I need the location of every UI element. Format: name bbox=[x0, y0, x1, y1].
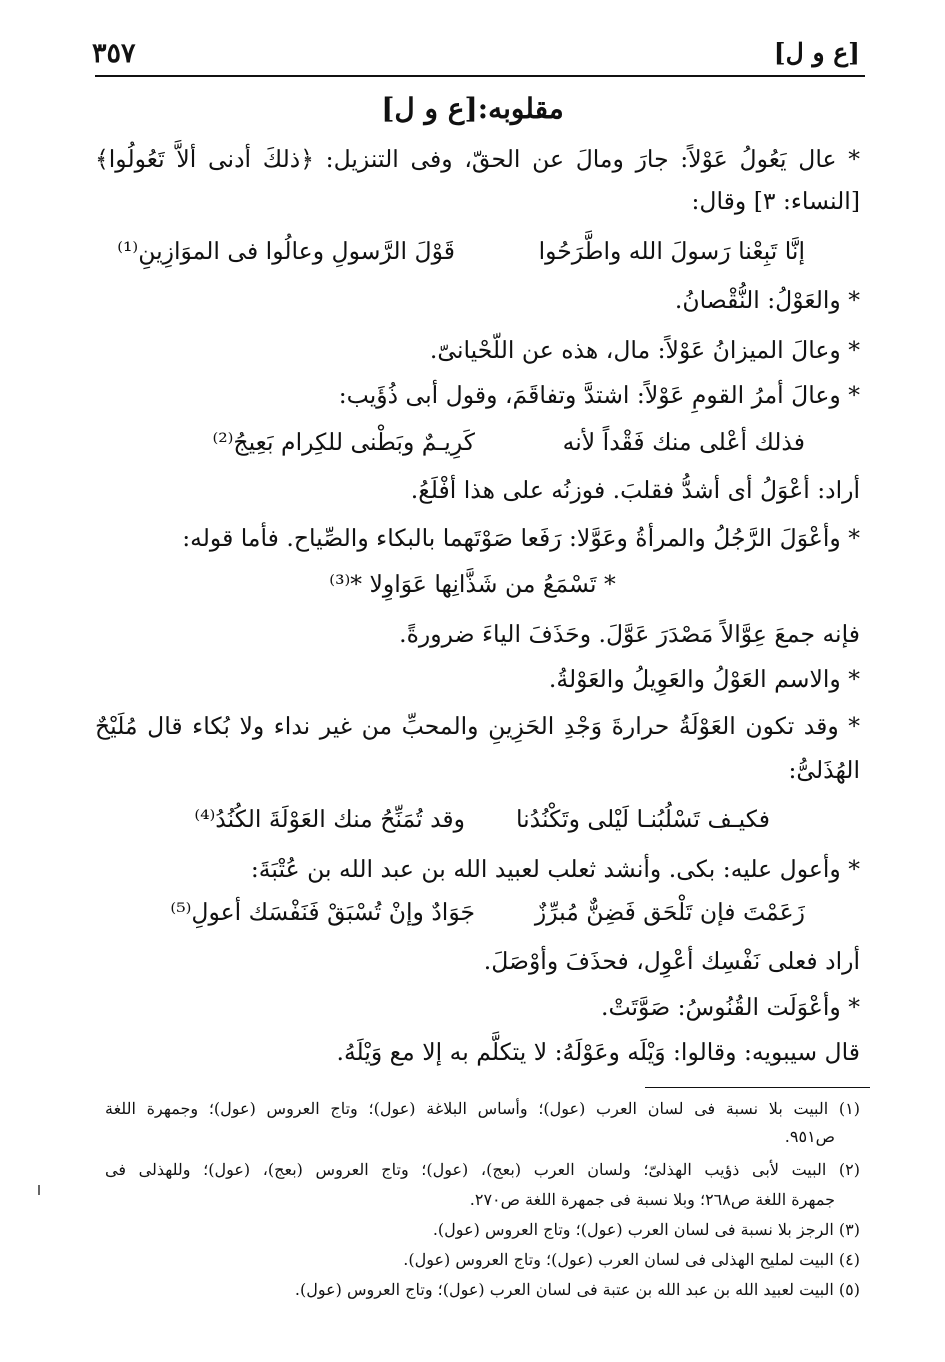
footnote-1-line-2: ص٩٥١. bbox=[784, 1127, 835, 1146]
verse-5-second-hemistich: جَوَادٌ وإنْ تُسْبَقْ فَنَفْسَك أعولِ⁽⁵⁾ bbox=[170, 898, 475, 926]
body-line-13: أراد فعلى نَفْسِك أعْوِل، فحذَفَ وأوْصَلَ. bbox=[483, 947, 860, 975]
running-head: [ع و ل] bbox=[773, 38, 860, 67]
body-line-7: * وأعْوَلَ الرَّجُلُ والمرأةُ وعَوَّلا: رَفَعا صَوْتَهما بالبكاء والصِّياح. فأما قوله: bbox=[182, 524, 860, 552]
body-line-5: * وعالَ أمرُ القومِ عَوْلاً: اشتدَّ وتفاقَمَ، وقول أبى ذُؤَيب: bbox=[338, 381, 860, 409]
body-line-11: الهُذَلىُّ: bbox=[788, 756, 860, 784]
body-line-9: * والاسم العَوْلُ والعَوِيلُ والعَوْلةُ. bbox=[548, 665, 860, 693]
section-heading: مقلوبه:[ع و ل] bbox=[381, 92, 564, 125]
verse-5-first-hemistich: زَعَمْتَ فإن تَلْحَق فَضِنٌّ مُبرِّزٌ bbox=[534, 898, 805, 926]
verse-4-second-hemistich: وقد تُمَنِّحُ منك العَوْلَةَ الكُنُدُ⁽⁴⁾ bbox=[194, 805, 465, 833]
body-line-3: * والعَوْلُ: النُّقْصانُ. bbox=[674, 286, 860, 314]
body-line-6: أراد: أعْوَلُ أى أشدُّ فقلبَ. فوزنُه على هذا أفْلَعُ. bbox=[410, 476, 860, 504]
scan-edge-mark bbox=[38, 1185, 40, 1195]
footnote-5: (٥) البيت لعبيد الله بن عبد الله بن عتبة فى لسان العرب (عول)؛ وتاج العروس (عول). bbox=[294, 1280, 860, 1299]
verse-1-first-hemistich: إنَّا تَبِعْنا رَسولَ الله واطَّرَحُوا bbox=[538, 237, 805, 265]
body-line-14: * وأعْوَلَت القُنُوسُ: صَوَّتَتْ. bbox=[600, 993, 860, 1021]
body-line-1: * عال يَعُولُ عَوْلاً: جارَ ومالَ عن الحقّ، وفى التنزيل: ﴿ذلكَ أدنى ألاَّ تَعُولُوا﴾ bbox=[95, 145, 860, 173]
page-number: ٣٥٧ bbox=[92, 38, 136, 69]
footnote-rule bbox=[645, 1087, 870, 1088]
body-line-10: * وقد تكون العَوْلَةُ حرارةَ وَجْدِ الحَزِينِ والمحبِّ من غير نداء ولا بُكاء قال مُلَيْحٌ bbox=[95, 712, 860, 740]
verse-1-second-hemistich: قَوْلَ الرَّسولِ وعالُوا فى الموَازِينِ⁽¹⁾ bbox=[117, 237, 455, 265]
verse-4-first-hemistich: فكيـف تَسْلُبُنـا لَيْلى وتَكْنُدُنا bbox=[515, 805, 770, 833]
footnote-4: (٤) البيت لمليح الهذلى فى لسان العرب (عول)؛ وتاج العروس (عول). bbox=[403, 1250, 860, 1269]
body-line-2: [النساء: ٣] وقال: bbox=[691, 187, 860, 215]
footnote-2-line-1: (٢) البيت لأبى ذؤيب الهذلىّ؛ ولسان العرب (بعج)، (عول)؛ وتاج العروس (بعج)، (عول)؛ وللهذلى فى bbox=[105, 1160, 860, 1179]
footnote-1-line-1: (١) البيت بلا نسبة فى لسان العرب (عول)؛ وأساس البلاغة (عول)؛ وتاج العروس (عول)؛ وجمهرة اللغة bbox=[105, 1099, 861, 1118]
verse-2-first-hemistich: فذلك أعْلى منك فَقْداً لأنه bbox=[562, 428, 805, 456]
body-line-12: * وأعول عليه: بكى. وأنشد ثعلب لعبيد الله بن عبد الله بن عُتْبَةَ: bbox=[250, 855, 860, 883]
verse-2-second-hemistich: كَرِيـمٌ وبَطْنى للكِرام بَعِيجُ⁽²⁾ bbox=[212, 428, 475, 456]
footnote-3: (٣) الرجز بلا نسبة فى لسان العرب (عول)؛ وتاج العروس (عول). bbox=[432, 1220, 860, 1239]
footnote-2-line-2: جمهرة اللغة ص٢٦٨؛ وبلا نسبة فى جمهرة اللغة ص٢٧٠. bbox=[469, 1190, 835, 1209]
body-line-15: قال سيبويه: وقالوا: وَيْلَه وعَوْلَهُ: لا يتكلَّم به إلا مع وَيْلَهُ. bbox=[336, 1038, 860, 1066]
body-line-4: * وعالَ الميزانُ عَوْلاً: مال، هذه عن اللّحْيانىّ. bbox=[429, 336, 860, 364]
body-line-8: فإنه جمعَ عِوَّالاً مَصْدَرَ عَوَّلَ. وحَذَفَ الياءَ ضرورةً. bbox=[399, 620, 860, 648]
header-rule bbox=[95, 75, 865, 77]
verse-3-rajaz: * تَسْمَعُ من شَذَّانِها عَوَاوِلا *⁽³⁾ bbox=[329, 570, 616, 598]
